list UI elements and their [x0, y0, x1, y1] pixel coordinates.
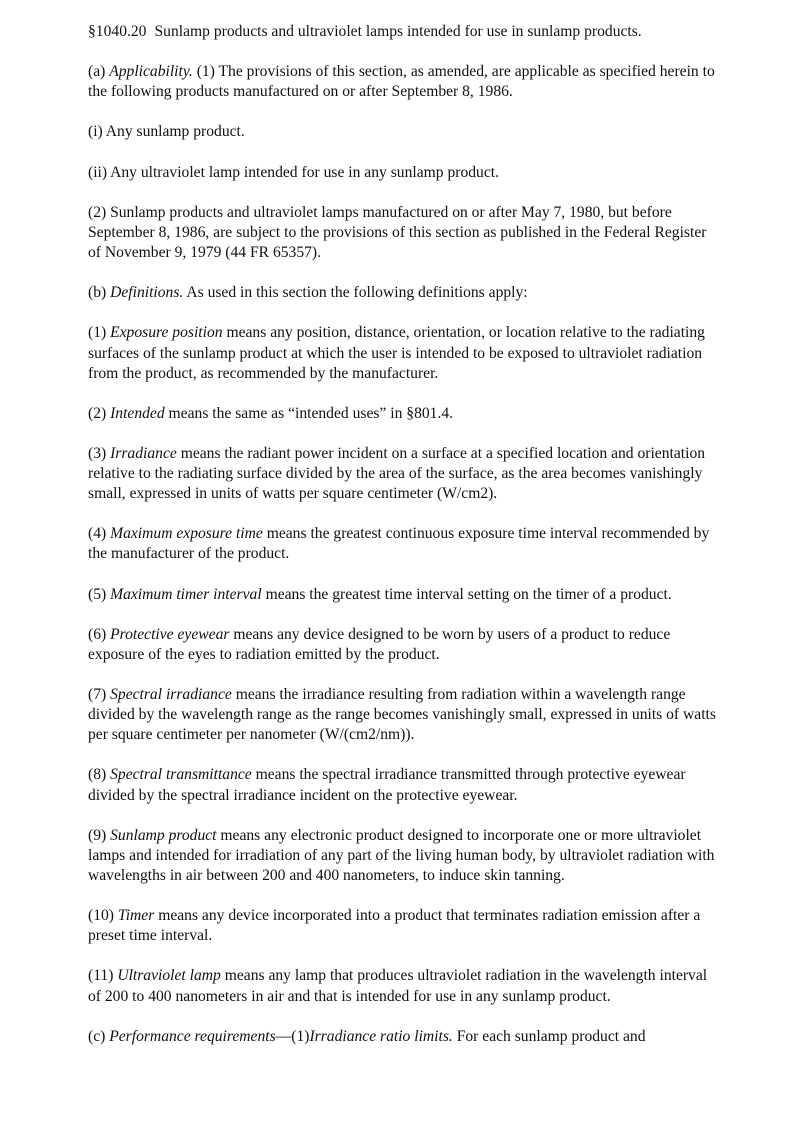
- paragraph-text: means the irradiance resulting from radiation within a wavelength range divided by the wavelength range as the range becomes vanishingly small, expressed in units of watts per square centimeter per nanometer (W/(cm2/nm)).: [88, 686, 716, 744]
- defined-term: Performance requirements: [109, 1027, 276, 1045]
- defined-term: Exposure position: [110, 324, 223, 342]
- defined-term: Applicability.: [109, 63, 193, 81]
- paragraph: [88, 765, 718, 805]
- paragraph-text: means any device incorporated into a product that terminates radiation emission after a preset time interval.: [88, 907, 701, 945]
- paragraph-list: [88, 62, 718, 1047]
- defined-term: Maximum timer interval: [110, 585, 262, 603]
- defined-term: Sunlamp product: [110, 826, 217, 844]
- defined-term: Maximum exposure time: [110, 525, 263, 543]
- defined-term: Ultraviolet lamp: [117, 967, 221, 985]
- section-number: §1040.20: [88, 23, 147, 40]
- paragraph-text: (6): [88, 625, 111, 643]
- paragraph-text: (10): [88, 907, 118, 925]
- defined-term: Irradiance: [110, 444, 177, 462]
- paragraph: [88, 62, 718, 102]
- paragraph-text: means the greatest continuous exposure time interval recommended by the manufacturer of the product.: [88, 525, 710, 563]
- paragraph: [88, 906, 718, 946]
- paragraph-text: means the greatest time interval setting on the timer of a product.: [261, 585, 672, 603]
- paragraph: [88, 283, 718, 303]
- paragraph-text: (4): [88, 525, 111, 543]
- paragraph: [88, 323, 718, 383]
- paragraph-text: means any electronic product designed to incorporate one or more ultraviolet lamps and intended for irradiation of any part of the living human body, by ultraviolet radiation with wavelengths in air between 200 and 400 nanometers, to induce skin tanning.: [88, 826, 715, 884]
- paragraph-text: (a): [88, 63, 110, 81]
- paragraph-text: (11): [88, 967, 118, 985]
- paragraph-text: (7): [88, 686, 111, 704]
- paragraph-text: (c): [88, 1027, 110, 1045]
- paragraph-text: (1) The provisions of this section, as amended, are applicable as specified herein to the following products manufactured on or after September 8, 1986.: [88, 63, 715, 101]
- paragraph: [88, 966, 718, 1006]
- paragraph-text: (9): [88, 826, 111, 844]
- paragraph-text: means the same as “intended uses” in §801.4.: [164, 404, 454, 422]
- paragraph-text: (i) Any sunlamp product.: [88, 123, 245, 141]
- paragraph-text: means any lamp that produces ultraviolet radiation in the wavelength interval of 200 to 400 nanometers in air and that is intended for use in any sunlamp product.: [88, 967, 708, 1005]
- defined-term: Spectral irradiance: [110, 686, 232, 704]
- paragraph: [88, 404, 718, 424]
- paragraph-text: means any position, distance, orientation, or location relative to the radiating surfaces of the sunlamp product at which the user is intended to be exposed to ultraviolet radiation from the product, as recommended by the manufacturer.: [88, 324, 705, 382]
- paragraph-text: (5): [88, 585, 111, 603]
- paragraph: [88, 122, 718, 142]
- defined-term: Definitions.: [110, 284, 184, 302]
- paragraph-text: (2): [88, 404, 111, 422]
- defined-term: Spectral transmittance: [110, 766, 252, 784]
- paragraph-text: (1): [88, 324, 111, 342]
- paragraph: [88, 444, 718, 504]
- paragraph-text: For each sunlamp product and: [452, 1027, 646, 1045]
- paragraph-text: (b): [88, 284, 111, 302]
- paragraph-text: means the radiant power incident on a surface at a specified location and orientation relative to the radiating surface divided by the area of the surface, as the area becomes vanishingly small, expressed in units of watts per square centimeter (W/cm2).: [88, 444, 706, 503]
- paragraph: [88, 625, 718, 665]
- paragraph: [88, 203, 718, 263]
- paragraph: [88, 585, 718, 605]
- paragraph-text: As used in this section the following definitions apply:: [183, 284, 528, 302]
- section-heading: Sunlamp products and ultraviolet lamps intended for use in sunlamp products.: [154, 23, 642, 40]
- defined-term: Timer: [117, 907, 155, 925]
- paragraph-text: (ii) Any ultraviolet lamp intended for use in any sunlamp product.: [88, 163, 499, 181]
- paragraph-text: means any device designed to be worn by users of a product to reduce exposure of the eyes to radiation emitted by the product.: [88, 625, 671, 663]
- paragraph: [88, 1027, 718, 1047]
- paragraph-text: (2) Sunlamp products and ultraviolet lamps manufactured on or after May 7, 1980, but before September 8, 1986, are subject to the provisions of this section as published in the Federal Register of November 9, 1979 (44 FR 65357).: [88, 203, 707, 262]
- paragraph-text: (3): [88, 444, 111, 462]
- paragraph: [88, 163, 718, 183]
- paragraph-text: means the spectral irradiance transmitted through protective eyewear divided by the spectral irradiance incident on the protective eyewear.: [88, 766, 686, 804]
- paragraph: [88, 524, 718, 564]
- defined-term: Intended: [110, 404, 165, 422]
- paragraph: [88, 685, 718, 745]
- defined-term: Protective eyewear: [110, 625, 230, 643]
- section-title: [88, 22, 718, 42]
- document-page: [88, 22, 718, 1067]
- paragraph: [88, 826, 718, 886]
- defined-term: Irradiance ratio limits.: [309, 1027, 453, 1045]
- paragraph-text: (8): [88, 766, 111, 784]
- paragraph-text: —(1): [275, 1027, 310, 1045]
